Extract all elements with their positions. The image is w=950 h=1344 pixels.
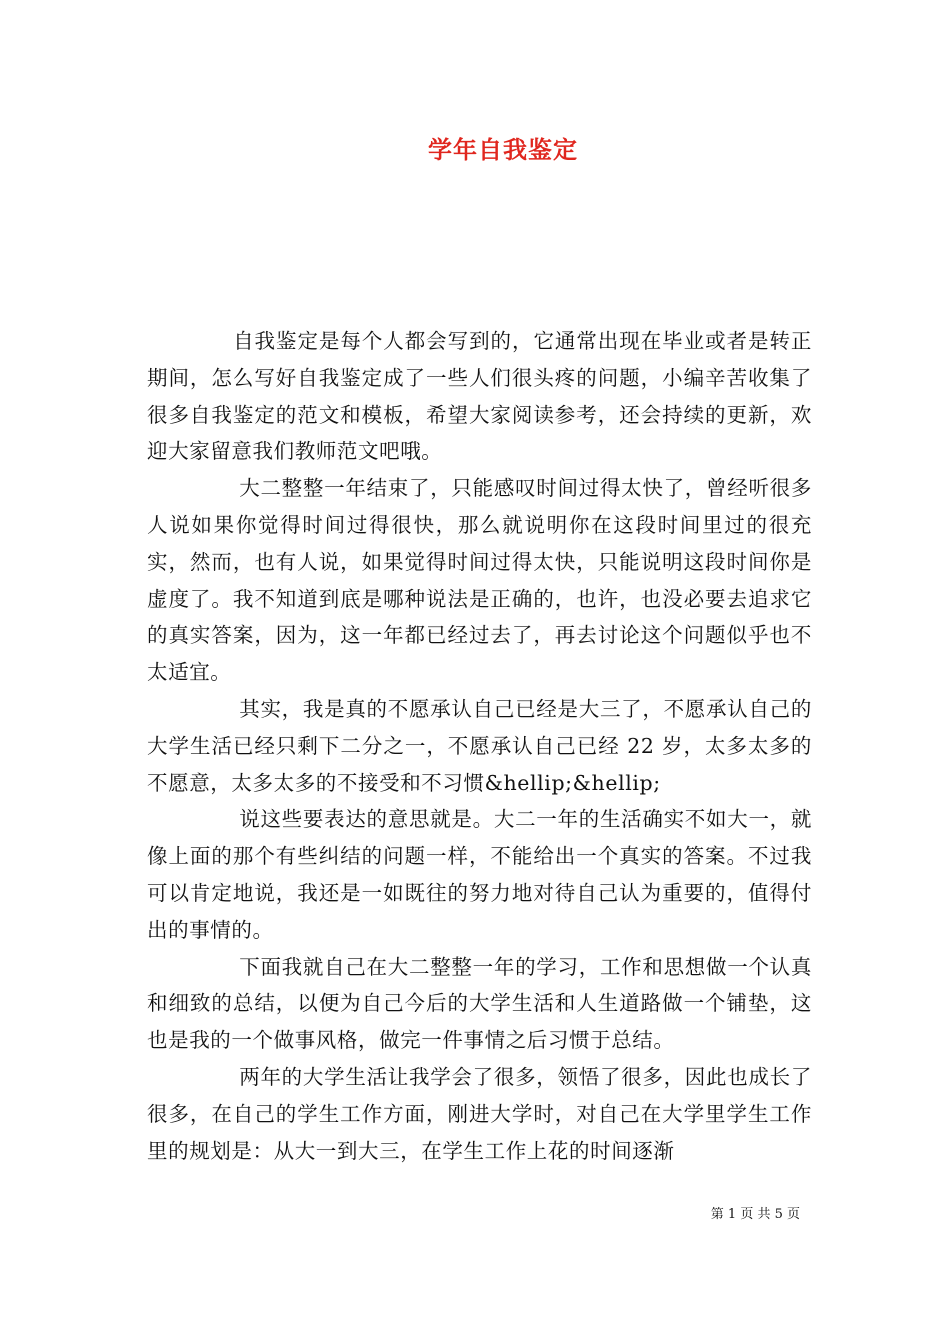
paragraph-2: 大二整整一年结束了，只能感叹时间过得太快了，曾经听很多人说如果你觉得时间过得很快，那么就说明你在这段时间里过的很充实，然而，也有人说，如果觉得时间过得太快，只能说明这段时间你是虚度了。我不知道到底是哪种说法是正确的，也许，也没必要去追求它的真实答案，因为，这一年都已经过去了，再去讨论这个问题似乎也不太适宜。 <box>147 476 812 685</box>
paragraph-intro: 自我鉴定是每个人都会写到的，它通常出现在毕业或者是转正期间，怎么写好自我鉴定成了一些人们很头疼的问题，小编辛苦收集了很多自我鉴定的范文和模板，希望大家阅读参考，还会持续的更新，欢迎大家留意我们教师范文吧哦。 <box>147 329 812 464</box>
document-body <box>147 323 812 1169</box>
paragraph-3: 其实，我是真的不愿承认自己已经是大三了，不愿承认自己的大学生活已经只剩下二分之一，不愿承认自己已经 22 岁，太多太多的不愿意，太多太多的不接受和不习惯&hellip;&hellip; <box>147 696 812 795</box>
paragraph-4: 说这些要表达的意思就是。大二一年的生活确实不如大一，就像上面的那个有些纠结的问题一样，不能给出一个真实的答案。不过我可以肯定地说，我还是一如既往的努力地对待自己认为重要的，值得付出的事情的。 <box>147 807 812 942</box>
paragraph-6: 两年的大学生活让我学会了很多，领悟了很多，因此也成长了很多，在自己的学生工作方面，刚进大学时，对自己在大学里学生工作里的规划是：从大一到大三，在学生工作上花的时间逐渐 <box>147 1064 812 1163</box>
paragraph-5: 下面我就自己在大二整整一年的学习，工作和思想做一个认真和细致的总结，以便为自己今后的大学生活和人生道路做一个铺垫，这也是我的一个做事风格，做完一件事情之后习惯于总结。 <box>147 954 812 1053</box>
document-title: 学年自我鉴定 <box>428 135 578 164</box>
page-number-footer: 第 1 页 共 5 页 <box>710 1207 800 1222</box>
